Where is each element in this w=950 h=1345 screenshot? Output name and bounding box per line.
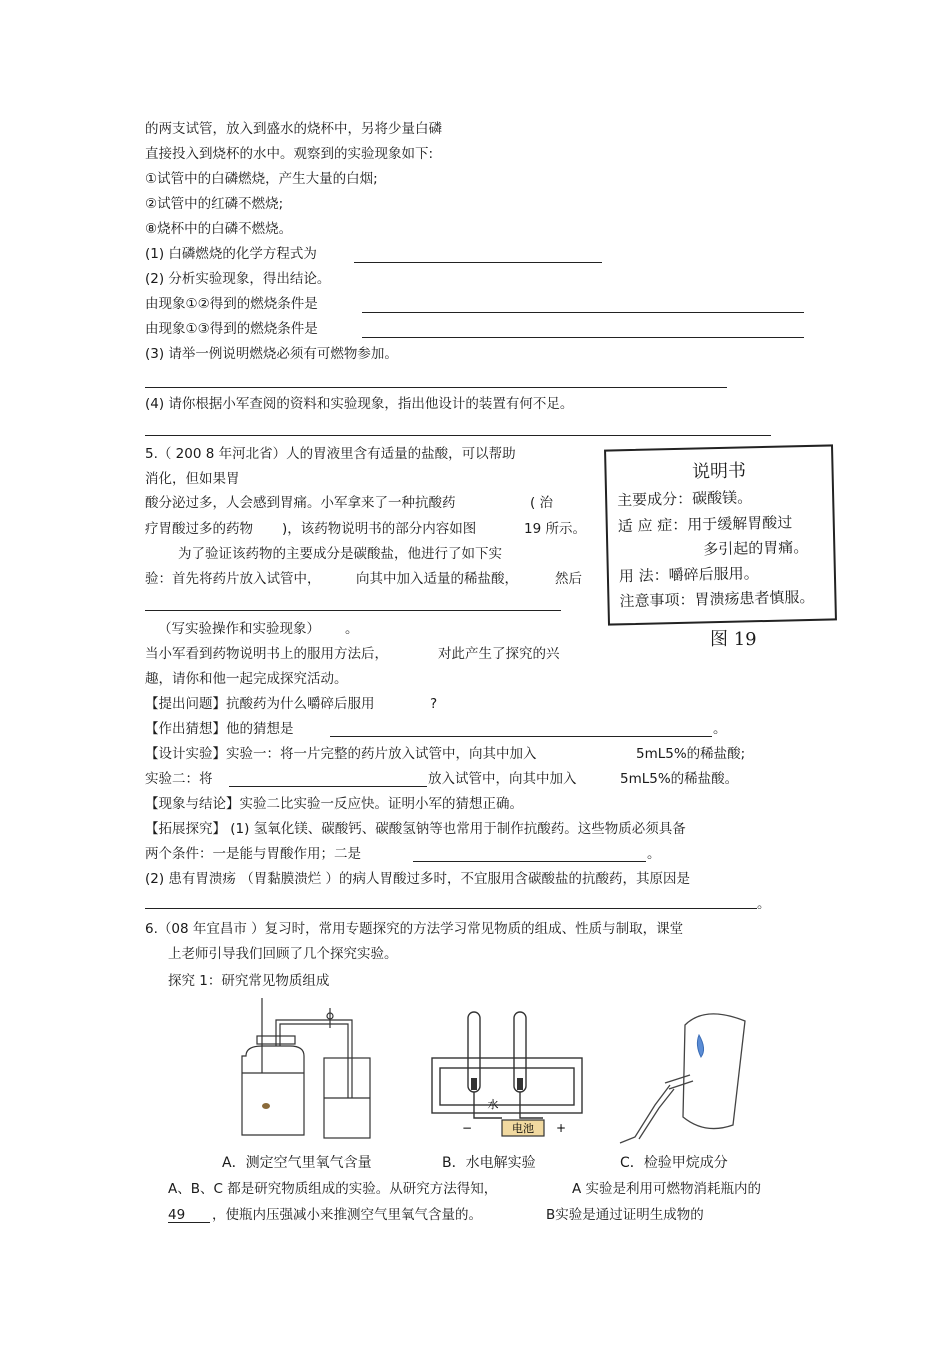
question-6-line: 探究 1：研究常见物质组成 bbox=[168, 973, 330, 989]
manual-row: 用 法：嚼碎后服用。 bbox=[618, 564, 759, 586]
answer-blank[interactable] bbox=[330, 736, 712, 737]
apparatus-b-figure bbox=[428, 1010, 588, 1140]
answer-blank[interactable] bbox=[145, 435, 771, 436]
question-5-line: 5mL5%的稀盐酸。 bbox=[620, 771, 739, 787]
question-5-line: 对此产生了探究的兴 bbox=[438, 646, 560, 662]
question-5-line: 【作出猜想】他的猜想是 bbox=[145, 721, 294, 737]
medicine-manual bbox=[604, 444, 837, 625]
question-5-line: 19 所示。 bbox=[524, 521, 586, 537]
text-line: 直接投入到烧杯的水中。观察到的实验现象如下: bbox=[145, 146, 434, 162]
apparatus-a-figure bbox=[232, 998, 402, 1143]
question-5-line: 两个条件：一是能与胃酸作用；二是 bbox=[145, 846, 361, 862]
question-6-line: A 实验是利用可燃物消耗瓶内的 bbox=[572, 1181, 762, 1197]
question-5-line: 【现象与结论】实验二比实验一反应快。证明小军的猜想正确。 bbox=[145, 796, 523, 812]
question-5-line: 酸分泌过多，人会感到胃痛。小军拿来了一种抗酸药 bbox=[145, 495, 456, 511]
question-6-line: 6.（08 年宜昌市 ）复习时，常用专题探究的方法学习常见物质的组成、性质与制取，课堂 bbox=[145, 921, 684, 937]
answer-blank[interactable] bbox=[229, 786, 427, 787]
answer-blank[interactable] bbox=[145, 610, 561, 611]
answer-blank[interactable] bbox=[145, 387, 727, 388]
manual-row: 适 应 症：用于缓解胃酸过 bbox=[617, 513, 793, 536]
question-6-line: A、B、C 都是研究物质组成的实验。从研究方法得知， bbox=[168, 1181, 498, 1197]
question-5-line: 实验二：将 bbox=[145, 771, 213, 787]
caption-a: A．测定空气里氧气含量 bbox=[222, 1155, 372, 1171]
question-5-line: 为了验证该药物的主要成分是碳酸盐，他进行了如下实 bbox=[178, 546, 502, 562]
text-line: 由现象①②得到的燃烧条件是 bbox=[145, 296, 318, 312]
manual-row: 注意事项：胃溃疡患者慎服。 bbox=[619, 587, 815, 611]
text-line: ⑧烧杯中的白磷不燃烧。 bbox=[145, 221, 293, 237]
text-line: ①试管中的白磷燃烧，产生大量的白烟; bbox=[145, 171, 378, 187]
water-label: 水 bbox=[487, 1098, 499, 1111]
question-2: (2) 分析实验现象，得出结论。 bbox=[145, 271, 331, 287]
question-3: (3) 请举一例说明燃烧必须有可燃物参加。 bbox=[145, 346, 398, 362]
question-5-line: （写实验操作和实验现象） bbox=[158, 621, 320, 637]
question-5-line: 趣，请你和他一起完成探究活动。 bbox=[145, 671, 348, 687]
answer-blank[interactable] bbox=[413, 861, 646, 862]
question-5-line: (2) 患有胃溃疡 （胃黏膜溃烂 ）的病人胃酸过多时，不宜服用含碳酸盐的抗酸药，其原因是 bbox=[145, 871, 690, 887]
answer-blank[interactable] bbox=[145, 908, 757, 909]
question-5-line: 【拓展探究】 (1) 氢氧化镁、碳酸钙、碳酸氢钠等也常用于制作抗酸药。这些物质必须具备 bbox=[145, 821, 686, 837]
caption-b: B．水电解实验 bbox=[442, 1155, 536, 1171]
question-5-line: 。 bbox=[713, 721, 727, 737]
apparatus-c-figure bbox=[615, 1005, 785, 1145]
figure-label: 图 19 bbox=[710, 629, 757, 650]
question-5-line: 5.（ 200 8 年河北省）人的胃液里含有适量的盐酸，可以帮助 bbox=[145, 446, 516, 462]
question-5-line: 疗胃酸过多的药物 bbox=[145, 521, 253, 537]
text-line: ②试管中的红磷不燃烧; bbox=[145, 196, 284, 212]
question-5-line: 【设计实验】实验一：将一片完整的药片放入试管中，向其中加入 bbox=[145, 746, 537, 762]
question-5-line: 消化，但如果胃 bbox=[145, 471, 240, 487]
answer-blank[interactable] bbox=[168, 1222, 210, 1223]
manual-row: 主要成分：碳酸镁。 bbox=[616, 488, 753, 510]
question-5-line: 。 bbox=[647, 846, 661, 862]
svg-text:+: + bbox=[556, 1121, 567, 1135]
svg-text:−: − bbox=[462, 1121, 473, 1135]
question-5-line: 。 bbox=[757, 896, 771, 912]
question-5-line: 5mL5%的稀盐酸; bbox=[636, 746, 746, 762]
question-6-line: ，使瓶内压强减小来推测空气里氧气含量的。 bbox=[212, 1207, 482, 1223]
manual-title: 说明书 bbox=[691, 460, 747, 483]
answer-blank[interactable] bbox=[354, 262, 602, 263]
question-5-line: 放入试管中，向其中加入 bbox=[428, 771, 577, 787]
question-5-line: 当小军看到药物说明书上的服用方法后， bbox=[145, 646, 388, 662]
question-5-line: ? bbox=[430, 696, 438, 712]
question-6-line: 上老师引导我们回顾了几个探究实验。 bbox=[168, 946, 398, 962]
manual-row: 多引起的胃痛。 bbox=[703, 538, 809, 559]
question-5-line: 【提出问题】抗酸药为什么嚼碎后服用 bbox=[145, 696, 375, 712]
question-5-line: 验：首先将药片放入试管中， bbox=[145, 571, 321, 587]
question-6-line: B实验是通过证明生成物的 bbox=[546, 1207, 704, 1223]
question-5-line: 然后 bbox=[555, 571, 582, 587]
text-line: 由现象①③得到的燃烧条件是 bbox=[145, 321, 318, 337]
question-4: (4) 请你根据小军查阅的资料和实验现象，指出他设计的装置有何不足。 bbox=[145, 396, 574, 412]
answer-blank[interactable] bbox=[362, 312, 804, 313]
answer-blank[interactable] bbox=[362, 337, 804, 338]
question-1: (1) 白磷燃烧的化学方程式为 bbox=[145, 246, 317, 262]
question-5-line: ( 治 bbox=[530, 495, 554, 511]
answer-filled: 49 bbox=[168, 1207, 186, 1223]
question-5-line: 。 bbox=[345, 621, 359, 637]
question-5-line: 向其中加入适量的稀盐酸， bbox=[356, 571, 518, 587]
caption-c: C．检验甲烷成分 bbox=[620, 1155, 728, 1171]
text-line: 的两支试管，放入到盛水的烧杯中，另将少量白磷 bbox=[145, 121, 442, 137]
question-5-line: )，该药物说明书的部分内容如图 bbox=[282, 521, 477, 537]
battery-label: 电池 bbox=[512, 1122, 534, 1135]
